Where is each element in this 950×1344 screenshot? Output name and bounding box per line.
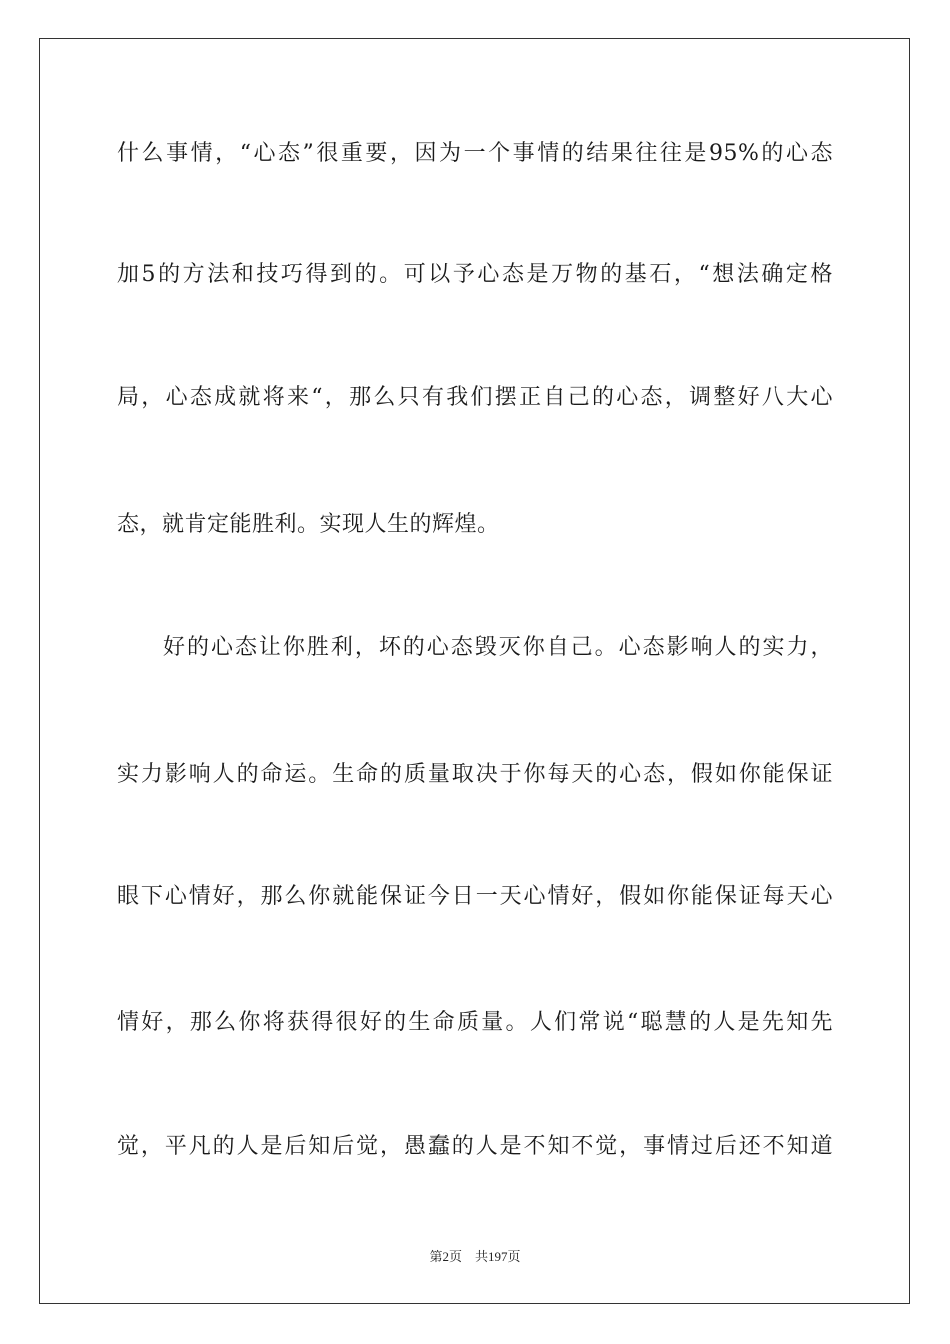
page-total: 共197页 <box>475 1249 521 1264</box>
page-border <box>39 38 910 1304</box>
page-footer <box>0 1246 950 1265</box>
text-line-1: 什么事情，“心态”很重要，因为一个事情的结果往往是95%的心态 <box>117 141 833 166</box>
page-number: 第2页 <box>429 1249 462 1264</box>
text-line-4: 态，就肯定能胜利。实现人生的辉煌。 <box>117 512 500 537</box>
text-line-5: 好的心态让你胜利，坏的心态毁灭你自己。心态影响人的实力， <box>163 635 833 660</box>
text-line-3: 局，心态成就将来“，那么只有我们摆正自己的心态，调整好八大心 <box>117 385 833 410</box>
text-line-9: 觉，平凡的人是后知后觉，愚蠢的人是不知不觉，事情过后还不知道 <box>117 1134 833 1159</box>
text-line-7: 眼下心情好，那么你就能保证今日一天心情好，假如你能保证每天心 <box>117 884 833 909</box>
text-line-8: 情好，那么你将获得很好的生命质量。人们常说“聪慧的人是先知先 <box>117 1010 833 1035</box>
text-line-2: 加5的方法和技巧得到的。可以予心态是万物的基石，“想法确定格 <box>117 262 833 287</box>
text-line-6: 实力影响人的命运。生命的质量取决于你每天的心态，假如你能保证 <box>117 762 833 787</box>
